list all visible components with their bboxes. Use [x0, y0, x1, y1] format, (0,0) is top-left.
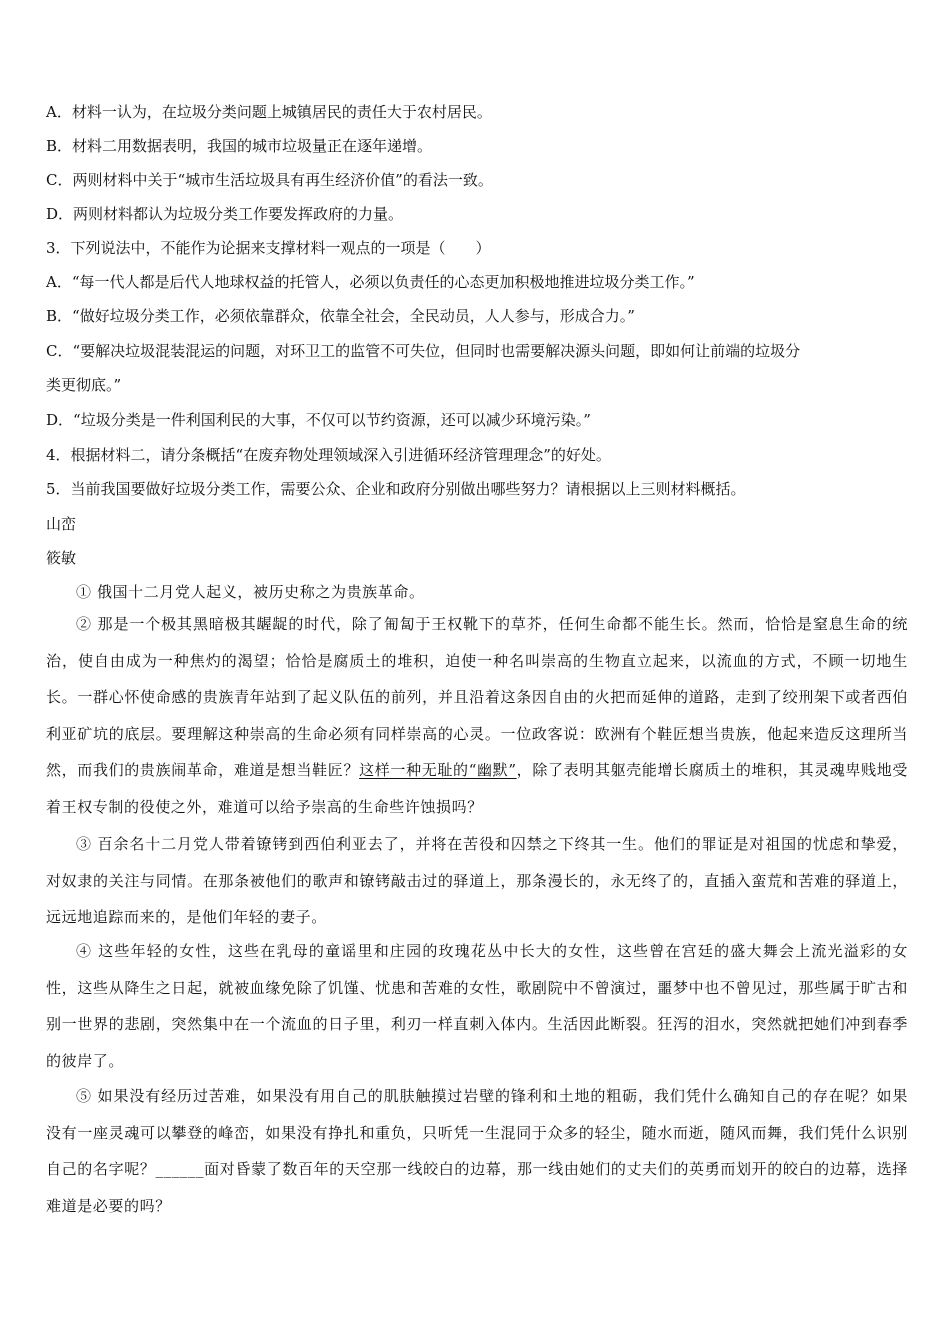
q2-option-b: B．材料二用数据表明，我国的城市垃圾量正在逐年递增。 [46, 137, 433, 155]
question-5: 5．当前我国要做好垃圾分类工作，需要公众、企业和政府分别做出哪些努力？请根据以上三则材料概括。 [46, 480, 746, 498]
q3-option-d: D．“垃圾分类是一件利国利民的大事，不仅可以节约资源，还可以减少环境污染。” [46, 411, 591, 429]
essay-paragraph-5 [46, 1078, 908, 1224]
essay-paragraph-3: ③ 百余名十二月党人带着镣铐到西伯利亚去了，并将在苦役和囚禁之下终其一生。他们的罪证是对祖国的忧虑和挚爱，对奴隶的关注与同情。在那条被他们的歌声和镣铐敲击过的驿道上，那条漫长的，永无终了的，直插入蛮荒和苦难的驿道上，远远地追踪而来的，是他们年轻的妻子。 [46, 835, 908, 926]
q2-option-a: A．材料一认为，在垃圾分类问题上城镇居民的责任大于农村居民。 [46, 103, 492, 121]
paragraph-5-text-b: 面对昏蒙了数百年的天空那一线皎白的边幕，那一线由她们的丈夫们的英勇而划开的皎白的边幕，选择难道是必要的吗？ [46, 1160, 908, 1215]
essay-paragraph-1: ① 俄国十二月党人起义，被历史称之为贵族革命。 [76, 583, 425, 601]
q3-option-b: B．“做好垃圾分类工作，必须依靠群众，依靠全社会，全民动员，人人参与，形成合力。” [46, 307, 635, 325]
essay-paragraph-2 [46, 606, 908, 825]
q2-option-d: D．两则材料都认为垃圾分类工作要发挥政府的力量。 [46, 205, 404, 223]
q2-option-c: C．两则材料中关于“城市生活垃圾具有再生经济价值”的看法一致。 [46, 171, 493, 189]
underlined-phrase: 这样一种无耻的“幽默” [359, 761, 517, 779]
paragraph-2-text-b: ，除了表明其躯壳能增长腐质土的堆积，其灵魂卑贱地受着王权专制的役使之外，难道可以给予崇高的生命些许蚀损吗？ [46, 761, 908, 816]
essay-author: 筱敏 [46, 549, 77, 567]
q3-option-a: A．“每一代人都是后代人地球权益的托管人，必须以负责任的心态更加积极地推进垃圾分类工作。” [46, 273, 695, 291]
essay-paragraph-4: ④ 这些年轻的女性，这些在乳母的童谣里和庄园的玫瑰花丛中长大的女性，这些曾在宫廷的盛大舞会上流光溢彩的女性，这些从降生之日起，就被血缘免除了饥馑、忧患和苦难的女性，歌剧院中不曾演过，噩梦中也不曾见过，那些属于旷古和别一世界的悲剧，突然集中在一个流血的日子里，利刃一样直刺入体内。生活因此断裂。狂泻的泪水，突然就把她们冲到春季的彼岸了。 [46, 942, 908, 1070]
q3-option-c-line1: C．“要解决垃圾混装混运的问题，对环卫工的监管不可失位，但同时也需要解决源头问题，即如何让前端的垃圾分 [46, 342, 801, 360]
q3-option-c-line2: 类更彻底。” [46, 376, 122, 394]
q3-stem: 3．下列说法中，不能作为论据来支撑材料一观点的一项是（ ） [46, 239, 491, 257]
essay-title: 山峦 [46, 515, 77, 533]
paragraph-5-text-a: ⑤ 如果没有经历过苦难，如果没有用自己的肌肤触摸过岩壁的锋利和土地的粗砺，我们凭什么确知自己的存在呢？如果没有一座灵魂可以攀登的峰峦，如果没有挣扎和重负，只听凭一生混同于众多的轻尘，随水而逝，随风而舞，我们凭什么识别自己的名字呢？ [46, 1087, 908, 1178]
answer-blank: ______ [155, 1160, 205, 1178]
paragraph-2-text-a: ② 那是一个极其黑暗极其龌龊的时代，除了匍匐于王权靴下的草芥，任何生命都不能生长。然而，恰恰是窒息生命的统治，使自由成为一种焦灼的渴望；恰恰是腐质土的堆积，迫使一种名叫崇高的生物直立起来，以流血的方式，不顾一切地生长。一群心怀使命感的贵族青年站到了起义队伍的前列，并且沿着这条因自由的火把而延伸的道路，走到了绞刑架下或者西伯利亚矿坑的底层。要理解这种崇高的生命必须有同样崇高的心灵。一位政客说：欧洲有个鞋匠想当贵族，他起来造反这理所当然，而我们的贵族闹革命，难道是想当鞋匠？ [46, 615, 908, 779]
question-4: 4．根据材料二，请分条概括“在废弃物处理领域深入引进循环经济管理理念”的好处。 [46, 446, 611, 464]
